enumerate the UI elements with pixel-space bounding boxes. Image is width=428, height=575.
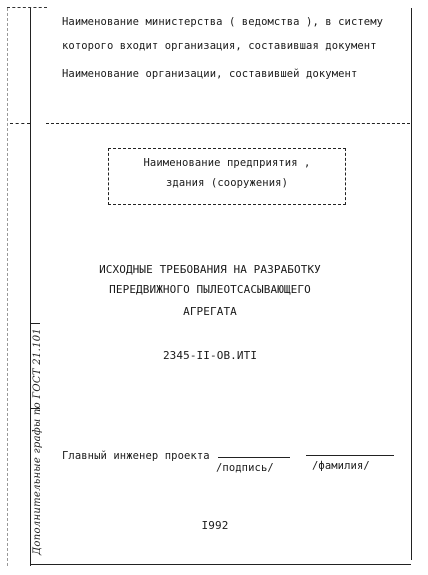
side-note: Дополнительные графы по ГОСТ 21.101: [32, 327, 43, 555]
organization-line: Наименование организации, составившей документ: [62, 68, 358, 80]
frame-left-border: [30, 8, 31, 566]
enterprise-line-2: здания (сооружения): [165, 177, 288, 189]
surname-caption: /фамилия/: [312, 460, 370, 472]
signature-line: [218, 457, 290, 458]
title-line-2: ПЕРЕДВИЖНОГО ПЫЛЕОТСАСЫВАЮЩЕГО: [109, 283, 311, 296]
side-tick-top: [30, 323, 40, 324]
separator-dash-left: [10, 123, 30, 124]
ministry-line-2: которого входит организация, составившая документ: [62, 40, 377, 52]
document-code: 2345-II-OB.ИТI: [162, 349, 258, 362]
enterprise-line-1: Наименование предприятия ,: [143, 157, 311, 169]
title-line-1: ИСХОДНЫЕ ТРЕБОВАНИЯ НА РАЗРАБОТКУ: [99, 263, 321, 276]
surname-line: [306, 455, 394, 456]
separator-dash: [46, 123, 410, 124]
corner-mark: [7, 7, 47, 8]
frame-right-border: [411, 8, 412, 560]
signature-caption: /подпись/: [216, 462, 274, 474]
frame-bottom-border: [30, 564, 411, 565]
title-line-3: АГРЕГАТА: [183, 305, 237, 318]
binding-strip-line: [7, 8, 8, 566]
chief-engineer-label: Главный инженер проекта: [62, 450, 210, 462]
ministry-line-1: Наименование министерства ( ведомства ), в систему: [62, 16, 384, 28]
year: I992: [201, 519, 229, 532]
